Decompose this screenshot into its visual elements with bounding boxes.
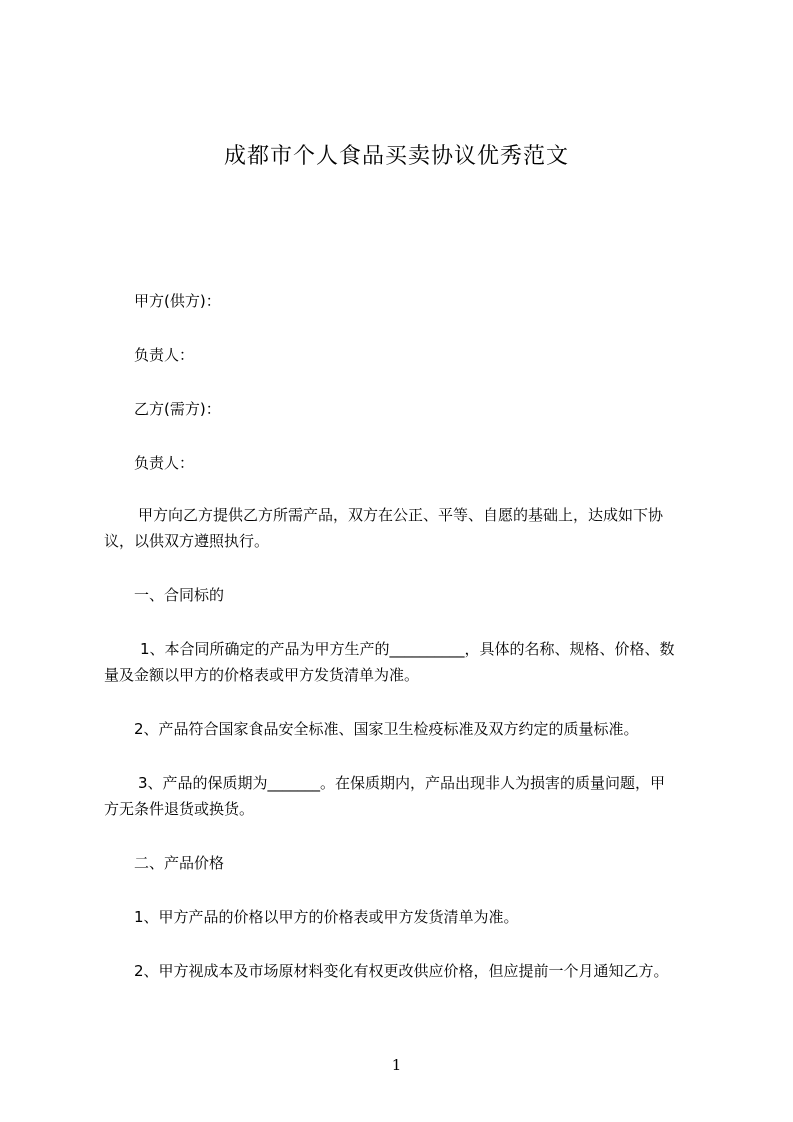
section-2-item-2: 2、甲方视成本及市场原材料变化有权更改供应价格，但应提前一个月通知乙方。 — [134, 962, 669, 980]
section-2-heading: 二、产品价格 — [134, 854, 225, 872]
section-1-item-3 — [104, 770, 712, 822]
section-1-item-1 — [104, 636, 712, 688]
intro-paragraph — [104, 502, 712, 554]
section-2-item-1: 1、甲方产品的价格以甲方的价格表或甲方发货清单为准。 — [134, 908, 519, 926]
party-a-label: 甲方(供方)： — [134, 292, 221, 310]
intro-line-2: 议，以供双方遵照执行。 — [104, 532, 270, 550]
section-1-item-2: 2、产品符合国家食品安全标准、国家卫生检疫标准及双方约定的质量标准。 — [134, 720, 639, 738]
party-a-rep-label: 负责人： — [134, 346, 195, 364]
section-1-item-1-line-2: 量及金额以甲方的价格表或甲方发货清单为准。 — [104, 666, 420, 684]
document-title: 成都市个人食品买卖协议优秀范文 — [223, 144, 569, 169]
section-1-item-3-line-1: 3、产品的保质期为_______。在保质期内，产品出现非人为损害的质量问题，甲 — [138, 774, 666, 792]
section-1-item-1-line-1: 1、本合同所确定的产品为甲方生产的__________，具体的名称、规格、价格、数 — [140, 640, 675, 658]
section-1-heading: 一、合同标的 — [134, 586, 225, 604]
party-b-label: 乙方(需方)： — [134, 400, 221, 418]
intro-line-1: 甲方向乙方提供乙方所需产品，双方在公正、平等、自愿的基础上，达成如下协 — [138, 506, 664, 524]
page-number: 1 — [391, 1056, 402, 1074]
section-1-item-3-line-2: 方无条件退货或换货。 — [104, 800, 255, 818]
party-b-rep-label: 负责人： — [134, 454, 195, 472]
